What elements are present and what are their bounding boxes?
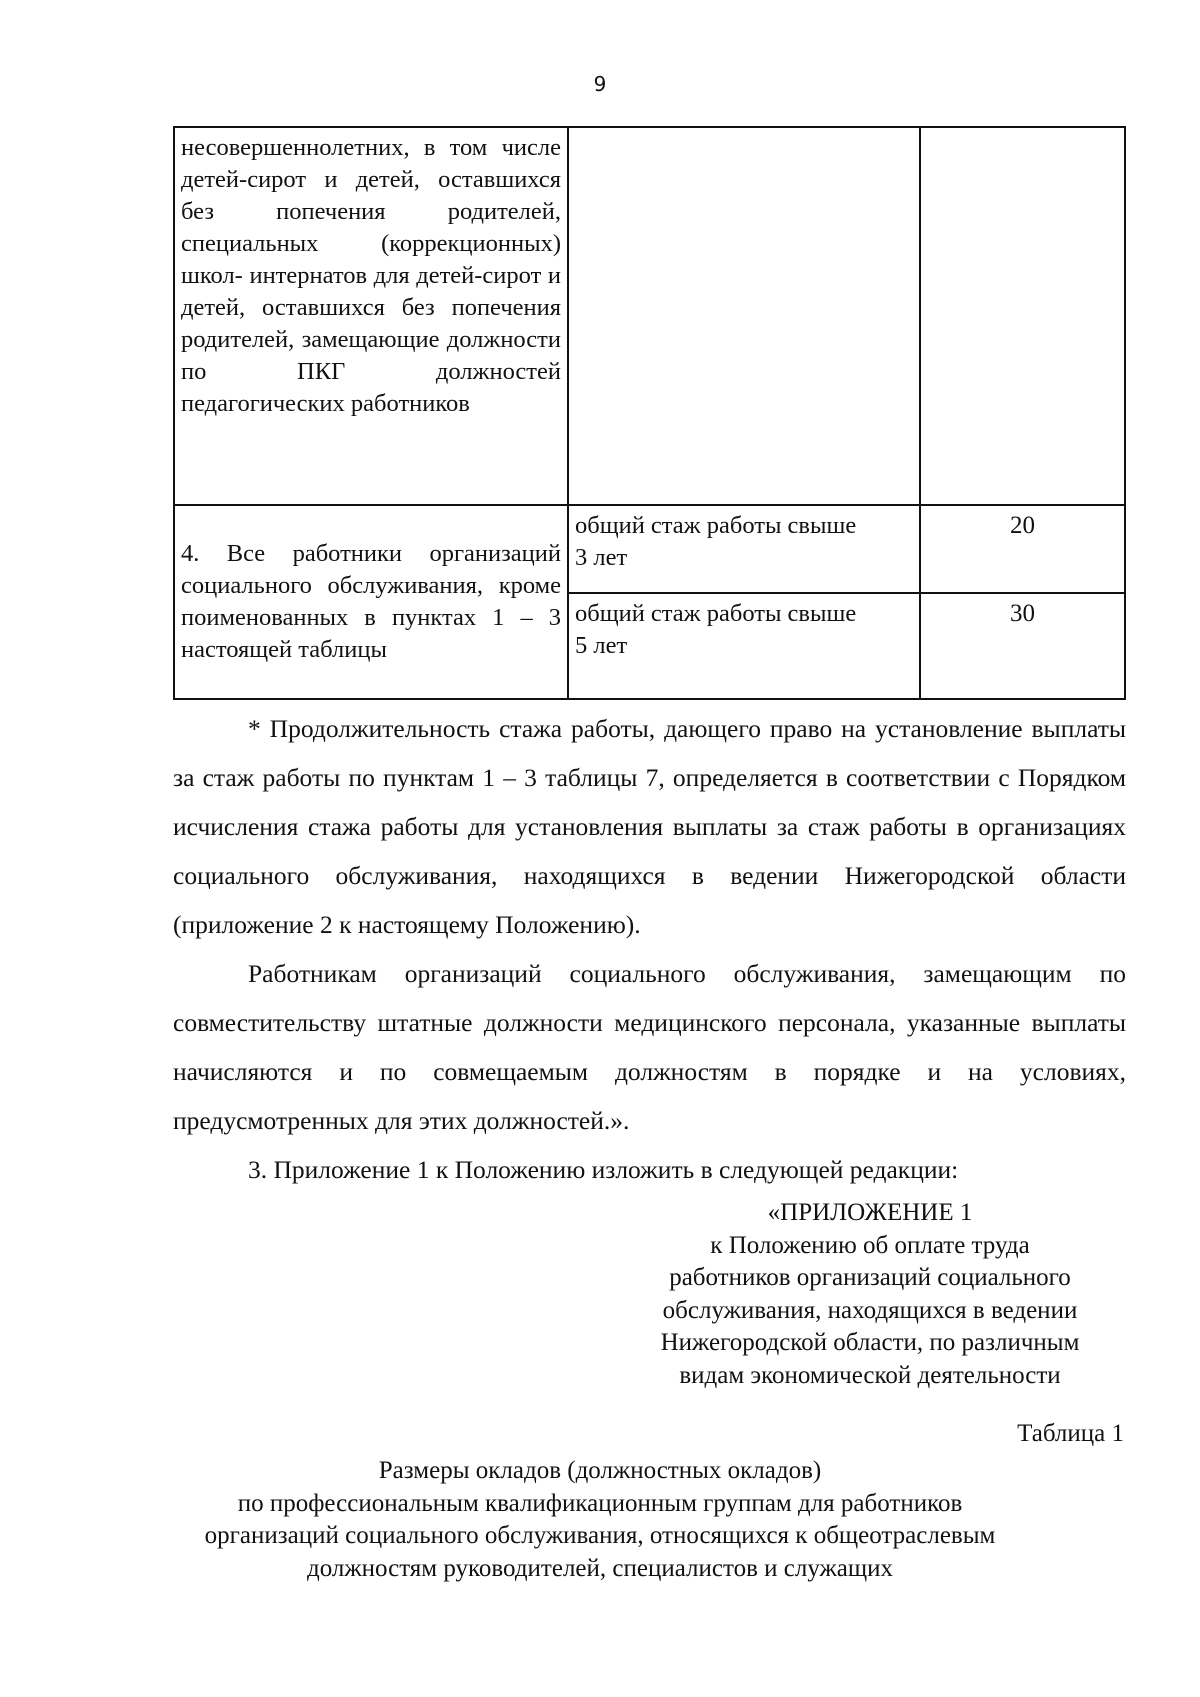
line: ПКГ должностей — [297, 358, 561, 385]
heading-line: Размеры окладов (должностных окладов) — [378, 1457, 822, 1484]
line: социального обслуживания, — [181, 572, 484, 599]
table-cell-criteria — [568, 593, 920, 699]
table-cell-criteria — [568, 127, 920, 505]
line: замещающие должности по — [181, 326, 561, 385]
page-number: 9 — [593, 72, 607, 96]
table-row — [174, 127, 1125, 505]
category-text — [181, 538, 561, 666]
paragraph: Работникам организаций социального обслуживания, замещающим по совместительству штатные должности медицинского персонала, указанные выплаты начисляются и по совмещаемым должностям в порядке и на условиях, предусмотренных для этих должностей.». — [173, 959, 1126, 1135]
table-cell-value — [920, 127, 1125, 505]
table-cell-criteria — [568, 505, 920, 593]
body-text — [173, 704, 1126, 1194]
appendix-line: работников организаций социального — [669, 1264, 1071, 1291]
appendix-line: к Положению об оплате труда — [710, 1231, 1030, 1259]
table-row — [174, 505, 1125, 593]
table-label: Таблица 1 — [1017, 1420, 1124, 1447]
table-cell-category — [174, 505, 568, 699]
line: общий стаж работы свыше — [575, 600, 857, 627]
line: таблицы — [298, 636, 387, 663]
line: оставшихся без попечения — [181, 166, 561, 225]
table-cell-value: 30 — [920, 593, 1125, 699]
appendix-line: Нижегородской области, по различным — [660, 1329, 1080, 1356]
line: педагогических работников — [181, 390, 470, 417]
line: несовершеннолетних, в том — [181, 134, 488, 161]
appendix-line: «ПРИЛОЖЕНИЕ 1 — [767, 1199, 973, 1226]
line: родителей, специальных — [181, 198, 561, 257]
line: попечения родителей, — [181, 294, 562, 353]
heading-line: организаций социального обслуживания, относящихся к общеотраслевым — [204, 1522, 996, 1549]
paragraph: 3. Приложение 1 к Положению изложить в следующей редакции: — [248, 1155, 959, 1184]
heading-line: должностям руководителей, специалистов и служащих — [306, 1554, 894, 1582]
line: общий стаж работы свыше — [575, 512, 857, 539]
table-cell-category — [174, 127, 568, 505]
category-text — [181, 132, 561, 420]
appendix-line: обслуживания, находящихся в ведении — [662, 1296, 1078, 1324]
line: (коррекционных) школ- — [181, 230, 561, 289]
line: кроме поименованных в — [181, 572, 562, 631]
heading-line: по профессиональным квалификационным группам для работников — [237, 1489, 963, 1517]
line: пунктах 1 – 3 настоящей — [181, 604, 562, 663]
note-paragraph: * Продолжительность стажа работы, дающего право на установление выплаты за стаж работы по пунктам 1 – 3 таблицы 7, определяется в соответствии с Порядком исчисления стажа работы для установления выплаты за стаж работы в организациях социального обслуживания, находящихся в ведении Нижегородской области (приложение 2 к настоящему Положению). — [173, 714, 1126, 939]
appendix-header — [620, 1197, 1120, 1392]
line: числе детей-сирот и детей, — [181, 134, 562, 193]
line: детей, оставшихся без — [181, 294, 435, 321]
line: 5 лет — [575, 632, 628, 659]
table-cell-value: 20 — [920, 505, 1125, 593]
line: интернатов для детей-сирот и — [249, 262, 561, 289]
table-heading — [100, 1455, 1100, 1585]
allowance-table — [173, 126, 1126, 700]
line: 3 лет — [575, 544, 628, 571]
appendix-line: видам экономической деятельности — [679, 1361, 1061, 1389]
line: 4. Все работники организаций — [181, 540, 561, 567]
